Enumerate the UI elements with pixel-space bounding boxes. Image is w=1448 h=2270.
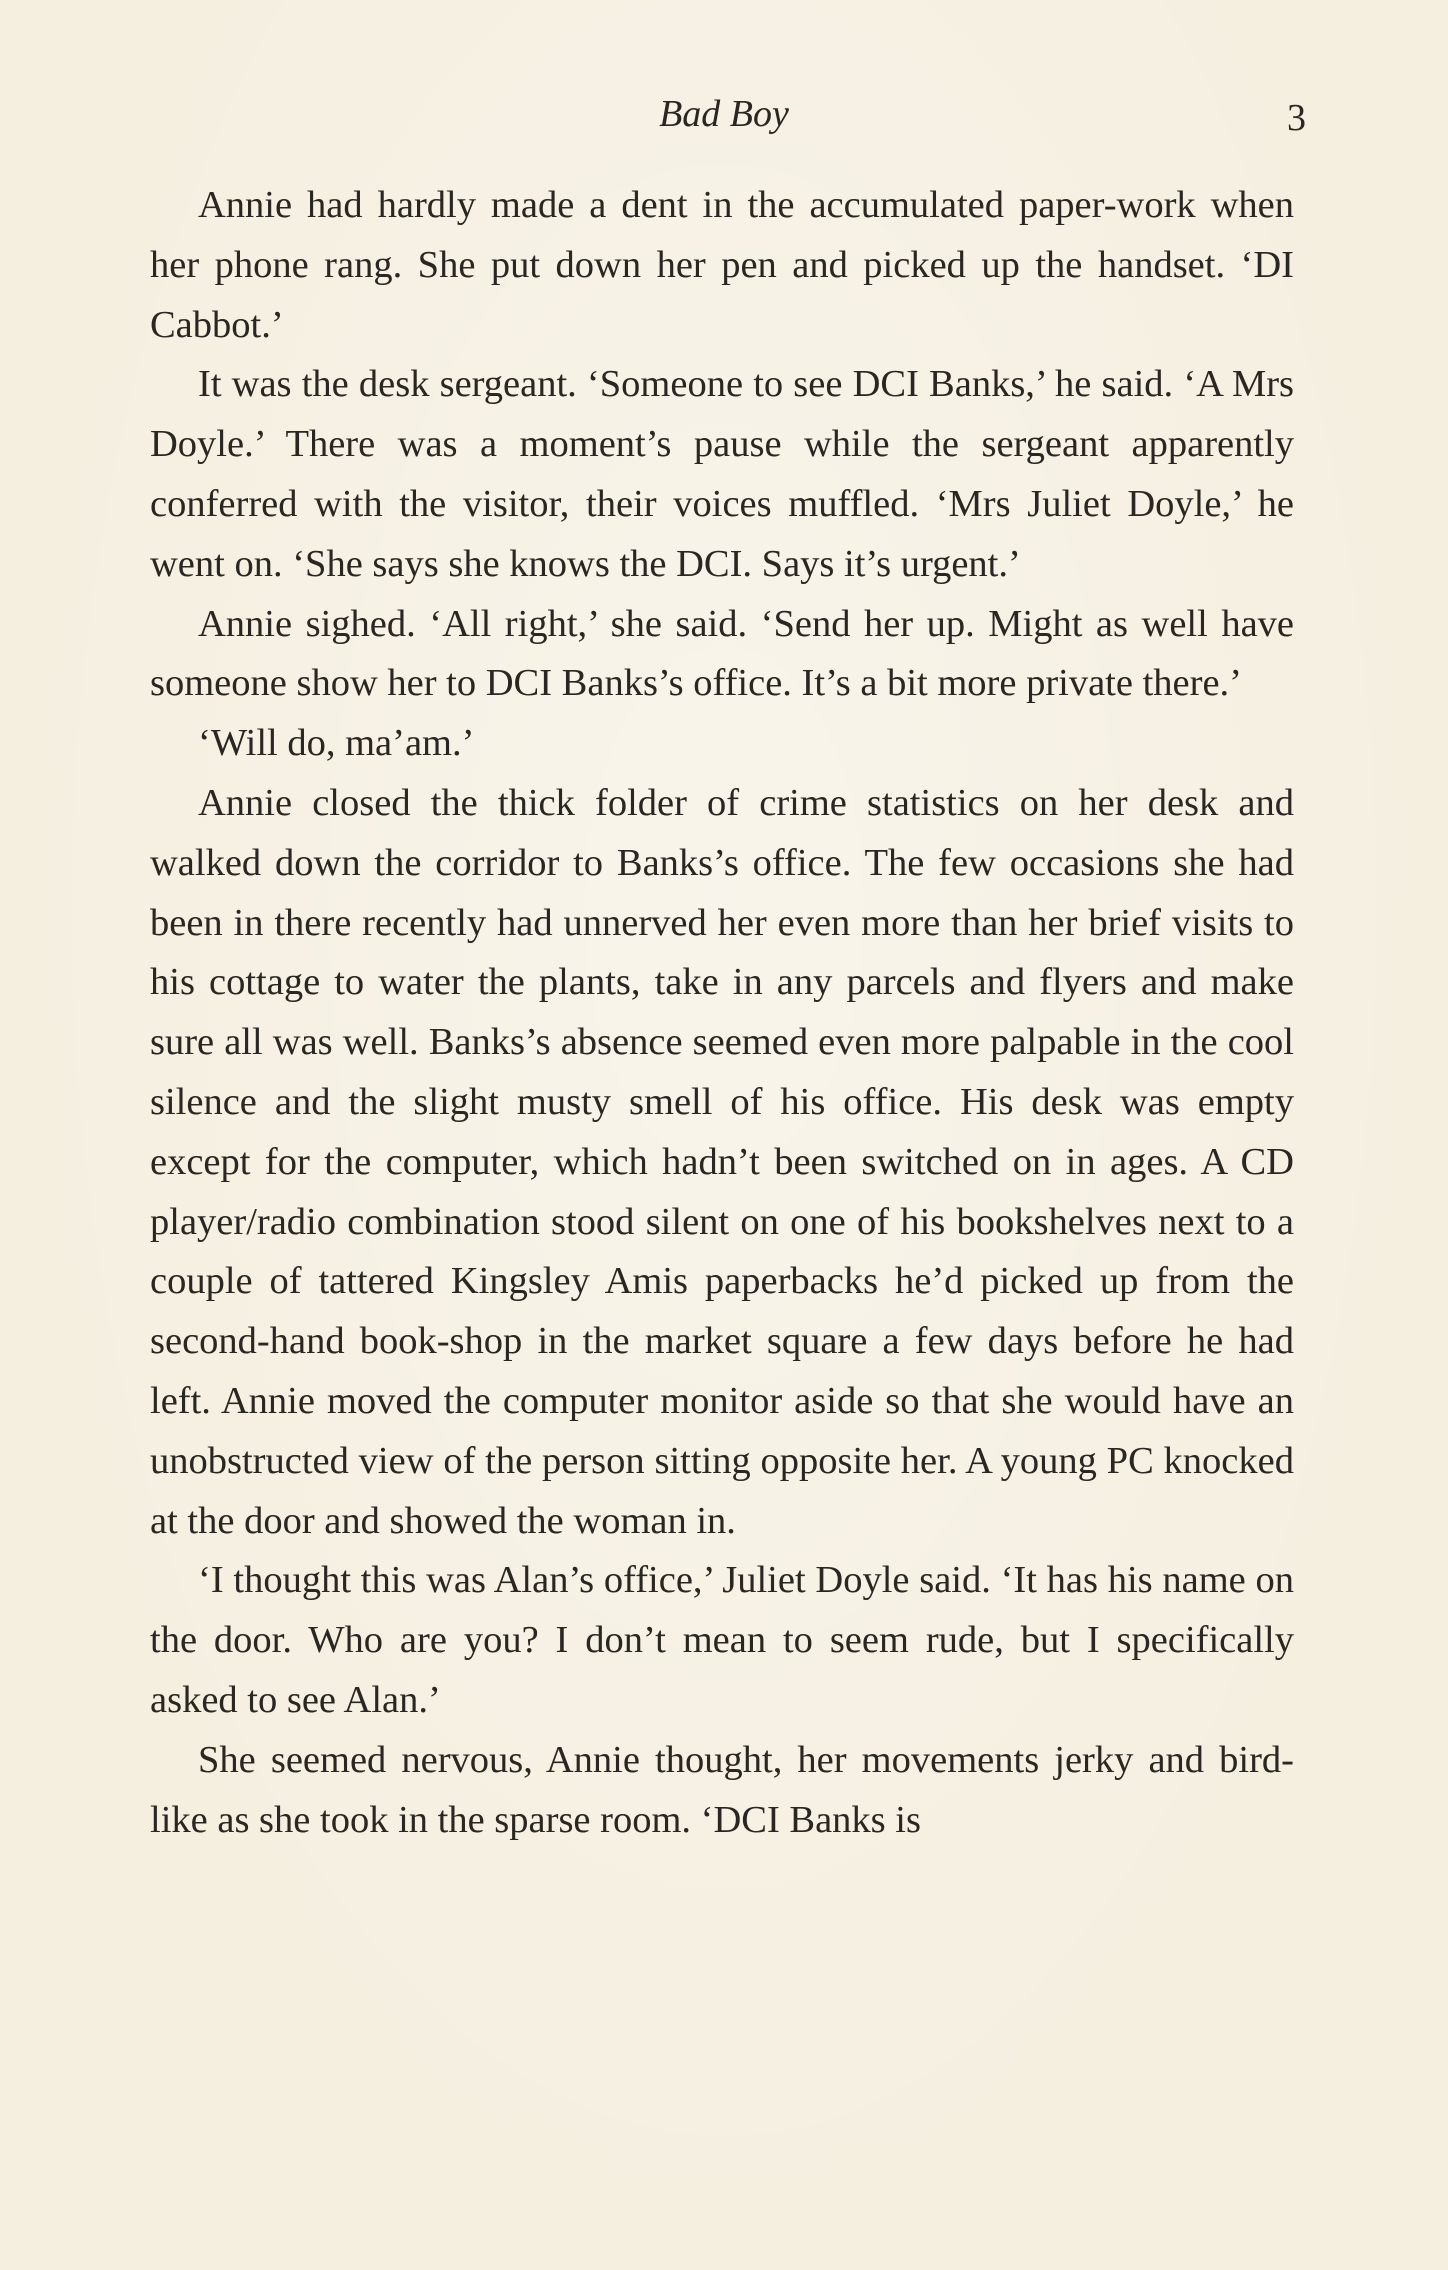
- body-text: [150, 176, 1294, 1850]
- running-title: Bad Boy: [659, 93, 789, 135]
- paragraph-5: Annie closed the thick folder of crime statistics on her desk and walked down the corridor to Banks’s office. The few occasions she had been in there recently had unnerved her even more than her brief visits to his cottage to water the plants, take in any parcels and flyers and make sure all was well. Banks’s absence seemed even more palpable in the cool silence and the slight musty smell of his office. His desk was empty except for the computer, which hadn’t been switched on in ages. A CD player/radio combination stood silent on one of his bookshelves next to a couple of tattered Kingsley Amis paperbacks he’d picked up from the second-hand book-shop in the market square a few days before he had left. Annie moved the computer monitor aside so that she would have an unobstructed view of the person sitting opposite her. A young PC knocked at the door and showed the woman in.: [150, 781, 1294, 1542]
- paragraph-7: She seemed nervous, Annie thought, her movements jerky and bird-like as she took in the sparse room. ‘DCI Banks is: [150, 1738, 1294, 1841]
- paragraph-2: It was the desk sergeant. ‘Someone to see DCI Banks,’ he said. ‘A Mrs Doyle.’ There was a moment’s pause while the sergeant apparently conferred with the visitor, their voices muffled. ‘Mrs Juliet Doyle,’ he went on. ‘She says she knows the DCI. Says it’s urgent.’: [150, 363, 1294, 585]
- page-number: 3: [1287, 97, 1306, 139]
- paragraph-3: Annie sighed. ‘All right,’ she said. ‘Send her up. Might as well have someone show her to DCI Banks’s office. It’s a bit more private there.’: [150, 602, 1294, 705]
- paragraph-6: ‘I thought this was Alan’s office,’ Juliet Doyle said. ‘It has his name on the door. Who are you? I don’t mean to seem rude, but I specifically asked to see Alan.’: [150, 1559, 1294, 1721]
- paragraph-4: ‘Will do, ma’am.’: [198, 722, 475, 765]
- paragraph-1: Annie had hardly made a dent in the accumulated paper-work when her phone rang. She put down her pen and picked up the handset. ‘DI Cabbot.’: [150, 184, 1294, 346]
- running-head: [150, 88, 1306, 140]
